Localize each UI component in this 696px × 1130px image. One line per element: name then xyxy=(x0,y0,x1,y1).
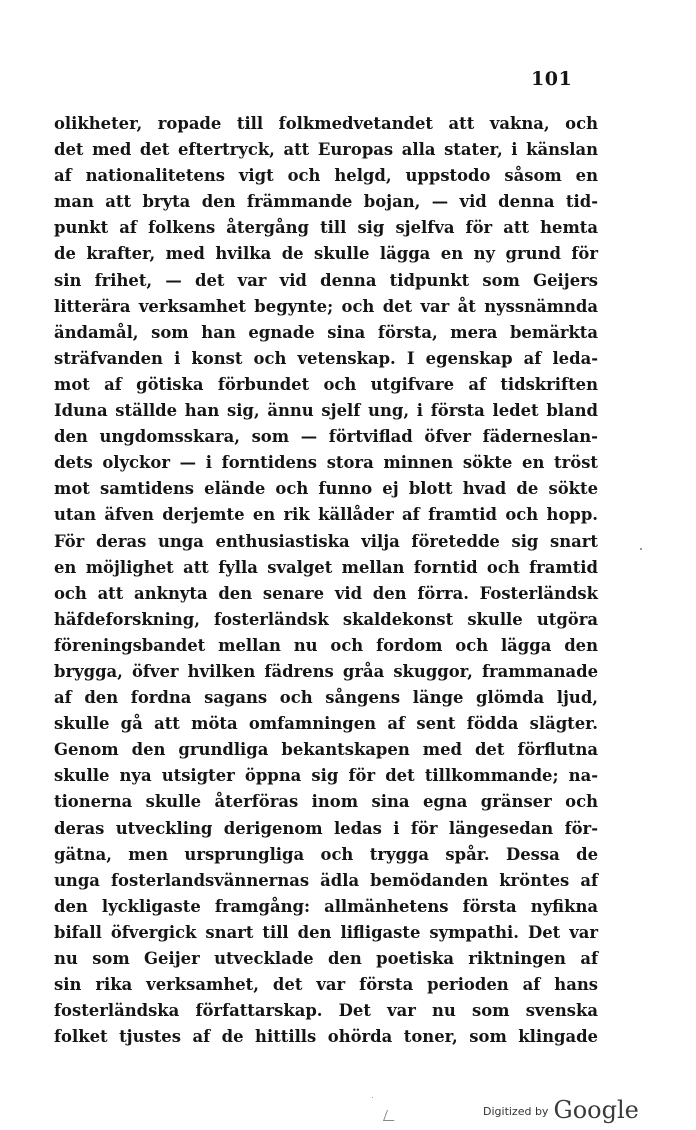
text-line: unga fosterlandsvännernas ädla bemödanden kröntes af xyxy=(54,870,598,890)
text-line: dets olyckor — i forntidens stora minnen sökte en tröst xyxy=(54,453,598,473)
text-line: punkt af folkens återgång till sig sjelfva för att hemta xyxy=(54,218,598,238)
text-line: föreningsbandet mellan nu och fordom och lägga den xyxy=(54,635,598,655)
scan-mark xyxy=(383,1110,398,1121)
text-line: fosterländska författarskap. Det var nu som svenska xyxy=(54,1001,598,1021)
text-line: brygga, öfver hvilken fädrens gråa skuggor, frammanade xyxy=(54,661,598,681)
text-line: och att anknyta den senare vid den förra. Fosterländsk xyxy=(54,583,598,603)
text-line: Genom den grundliga bekantskapen med det förflutna xyxy=(54,740,598,760)
text-line: utan äfven derjemte en rik källåder af framtid och hopp. xyxy=(54,505,598,525)
text-line: af nationalitetens vigt och helgd, uppstodo såsom en xyxy=(54,166,598,186)
text-line: sin rika verksamhet, det var första perioden af hans xyxy=(54,975,598,995)
text-line: litterära verksamhet begynte; och det var åt nyssnämnda xyxy=(54,296,598,316)
text-line: skulle gå att möta omfamningen af sent födda slägter. xyxy=(54,714,598,734)
text-line: sträfvanden i konst och vetenskap. I egenskap af leda- xyxy=(54,348,598,368)
text-line: folket tjustes af de hittills ohörda toner, som klingade xyxy=(54,1027,598,1047)
digitized-watermark xyxy=(483,1096,639,1124)
page-number: 101 xyxy=(531,68,573,90)
text-line: gätna, men ursprungliga och trygga spår. Dessa de xyxy=(54,844,598,864)
text-line: det med det eftertryck, att Europas alla stater, i känslan xyxy=(54,140,598,160)
text-line: mot af götiska förbundet och utgifvare af tidskriften xyxy=(54,374,598,394)
google-logo: Google xyxy=(553,1096,639,1124)
text-line: en möjlighet att fylla svalget mellan forntid och framtid xyxy=(54,557,598,577)
text-line: ändamål, som han egnade sina första, mera bemärkta xyxy=(54,322,598,342)
text-line: häfdeforskning, fosterländsk skaldekonst skulle utgöra xyxy=(54,609,598,629)
text-line: man att bryta den främmande bojan, — vid denna tid- xyxy=(54,192,598,212)
text-line: nu som Geijer utvecklade den poetiska riktningen af xyxy=(54,949,598,968)
text-line: bifall öfvergick snart till den lifligaste sympathi. Det var xyxy=(54,922,598,942)
text-line: olikheter, ropade till folkmedvetandet att vakna, och xyxy=(54,114,598,133)
text-line: den ungdomsskara, som — förtviflad öfver fäderneslan- xyxy=(54,427,598,447)
text-line: skulle nya utsigter öppna sig för det tillkommande; na- xyxy=(54,766,598,786)
text-line: tionerna skulle återföras inom sina egna gränser och xyxy=(54,792,598,812)
scan-speck xyxy=(640,548,642,550)
text-line: Iduna ställde han sig, ännu sjelf ung, i första ledet bland xyxy=(54,401,598,421)
digitized-by-label: Digitized by xyxy=(483,1105,549,1118)
text-line: de krafter, med hvilka de skulle lägga en ny grund för xyxy=(54,244,598,264)
scan-speck xyxy=(372,1097,373,1098)
text-line: den lyckligaste framgång: allmänhetens första nyfikna xyxy=(54,896,598,916)
text-line: af den fordna sagans och sångens länge glömda ljud, xyxy=(54,688,598,708)
text-line: sin frihet, — det var vid denna tidpunkt som Geijers xyxy=(54,270,598,290)
text-line: mot samtidens elände och funno ej blott hvad de sökte xyxy=(54,479,598,499)
text-line: För deras unga enthusiastiska vilja företedde sig snart xyxy=(54,531,598,551)
body-text xyxy=(54,111,598,1050)
text-line: deras utveckling derigenom ledas i för längesedan för- xyxy=(54,818,598,838)
